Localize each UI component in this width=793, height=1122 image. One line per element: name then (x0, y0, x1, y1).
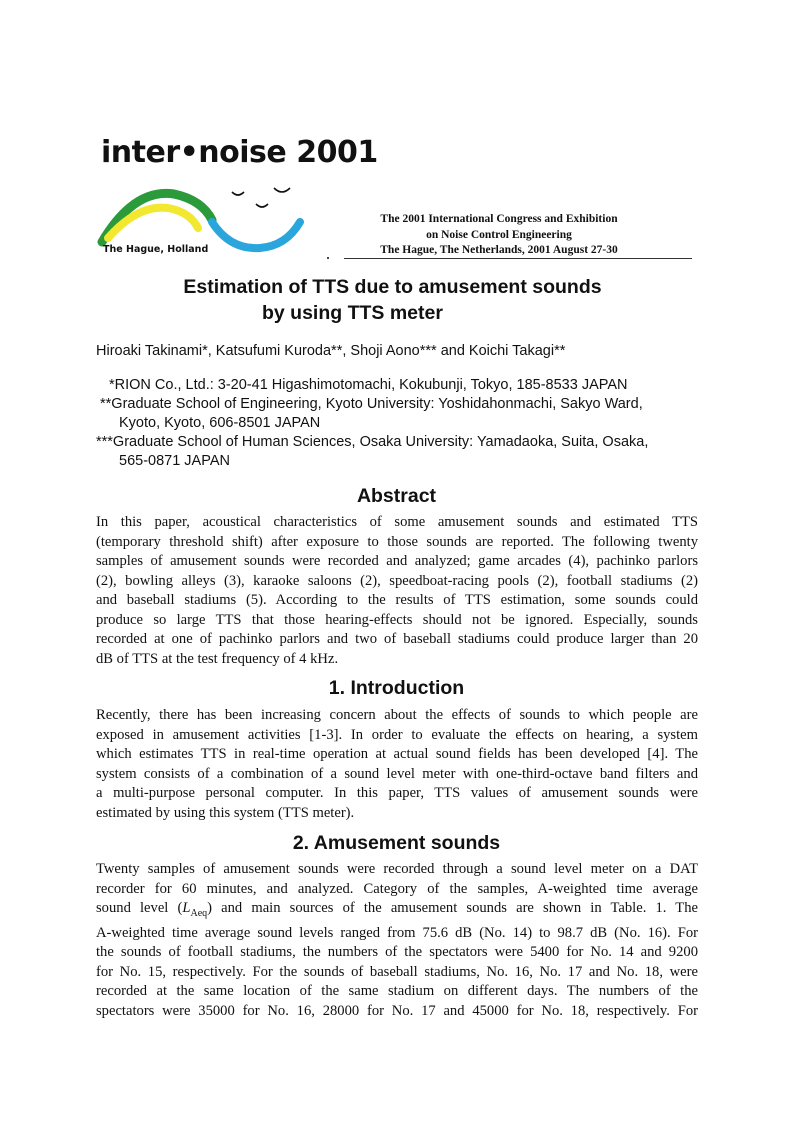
smile-mark-3 (256, 204, 268, 207)
intro-line: Recently, there has been increasing concern about the effects of sounds to which people are (96, 707, 698, 723)
logo-place: The Hague, Holland (103, 244, 209, 255)
line3-post: ) and main sources of the amusement sounds are shown in Table. 1. The (207, 900, 698, 917)
affiliation-3: ***Graduate School of Human Sciences, Osaka University: Yamadaoka, Suita, Osaka, (96, 434, 649, 450)
conference-line-2: on Noise Control Engineering (426, 229, 572, 241)
amusement-line: A-weighted time average sound levels ranged from 75.6 dB (No. 14) to 98.7 dB (No. 16). For (96, 924, 698, 941)
intro-line: estimated by using this system (TTS meter). (96, 804, 355, 821)
conference-line-3: The Hague, The Netherlands, 2001 August 27-30 (380, 244, 618, 256)
header-rule (344, 258, 692, 259)
amusement-line: recorded at the same location of the same stadium on different days. The numbers of the (96, 983, 698, 1000)
amusement-line: for No. 15, respectively. For the sounds of baseball stadiums, No. 16, No. 17 and No. 18, were (96, 963, 698, 980)
smile-mark-1 (232, 192, 244, 195)
amusement-heading: 2. Amusement sounds (292, 832, 501, 854)
laeq-symbol: L (182, 900, 191, 917)
intro-line: which estimates TTS in real-time operation at actual sound fields has been developed [4]. The (96, 746, 698, 763)
abstract-line: (temporary threshold shift) after exposure to those sounds are reported. The following twenty (96, 533, 698, 550)
amusement-line: Twenty samples of amusement sounds were recorded through a sound level meter on a DAT (96, 861, 698, 877)
intro-line: system consists of a combination of a sound level meter with one-third-octave band filters and (96, 765, 698, 782)
affiliation-1: *RION Co., Ltd.: 3-20-41 Higashimotomachi, Kokubunji, Tokyo, 185-8533 JAPAN (109, 377, 628, 393)
abstract-line: recorded at one of pachinko parlors and two of baseball stadiums could produce larger than 20 (96, 631, 698, 648)
abstract-line: (2), bowling alleys (3), karaoke saloons (2), speedboat-racing pools (2), football stadiums (2) (96, 572, 698, 589)
intro-line: exposed in amusement activities [1-3]. In order to evaluate the effects on hearing, a system (96, 726, 698, 743)
abstract-line: and baseball stadiums (5). According to the results of TTS estimation, some sounds could (96, 592, 698, 609)
laeq-subscript: Aeq (190, 908, 208, 919)
title-text-1: Estimation of TTS due to amusement sounds (183, 276, 602, 298)
amusement-line: the sounds of football stadiums, the numbers of the spectators were 5400 for No. 14 and 9200 (96, 944, 698, 961)
abstract-heading: Abstract (356, 485, 437, 507)
amusement-line: recorder for 60 minutes, and analyzed. Category of the samples, A-weighted time average (96, 880, 698, 897)
affiliation-2: **Graduate School of Engineering, Kyoto University: Yoshidahonmachi, Sakyo Ward, (100, 396, 643, 412)
dot-mark (327, 257, 329, 259)
paper-title-line-2: by using TTS meter (262, 302, 443, 324)
conference-line-1: The 2001 International Congress and Exhibition (380, 213, 618, 225)
amusement-line: spectators were 35000 for No. 16, 28000 for No. 17 and 45000 for No. 18, respectively. For (96, 1002, 698, 1019)
affiliation-2-cont: Kyoto, Kyoto, 606-8501 JAPAN (119, 415, 321, 431)
abstract-line: produce so large TTS that those hearing-effects should not be ignored. Especially, sounds (96, 611, 698, 628)
line3-pre: sound level ( (96, 900, 183, 917)
abstract-body (96, 513, 698, 669)
introduction-heading: 1. Introduction (328, 677, 465, 699)
author-list: Hiroaki Takinami*, Katsufumi Kuroda**, Shoji Aono*** and Koichi Takagi** (96, 343, 566, 359)
amusement-body (96, 860, 698, 1021)
logo-title: inter•noise 2001 (101, 135, 378, 170)
paper-title-line-1 (0, 276, 793, 299)
intro-line: a multi-purpose personal computer. In this paper, TTS values of amusement sounds were (96, 785, 698, 802)
affiliation-3-cont: 565-0871 JAPAN (119, 453, 230, 469)
abstract-line: dB of TTS at the test frequency of 4 kHz. (96, 650, 339, 667)
abstract-line: samples of amusement sounds were recorded and analyzed; game arcades (4), pachinko parlors (96, 553, 698, 570)
blue-arc (212, 222, 300, 248)
introduction-body (96, 706, 698, 823)
amusement-line (96, 899, 698, 923)
abstract-line: In this paper, acoustical characteristics of some amusement sounds and estimated TTS (96, 514, 698, 530)
smile-mark-2 (274, 188, 290, 192)
